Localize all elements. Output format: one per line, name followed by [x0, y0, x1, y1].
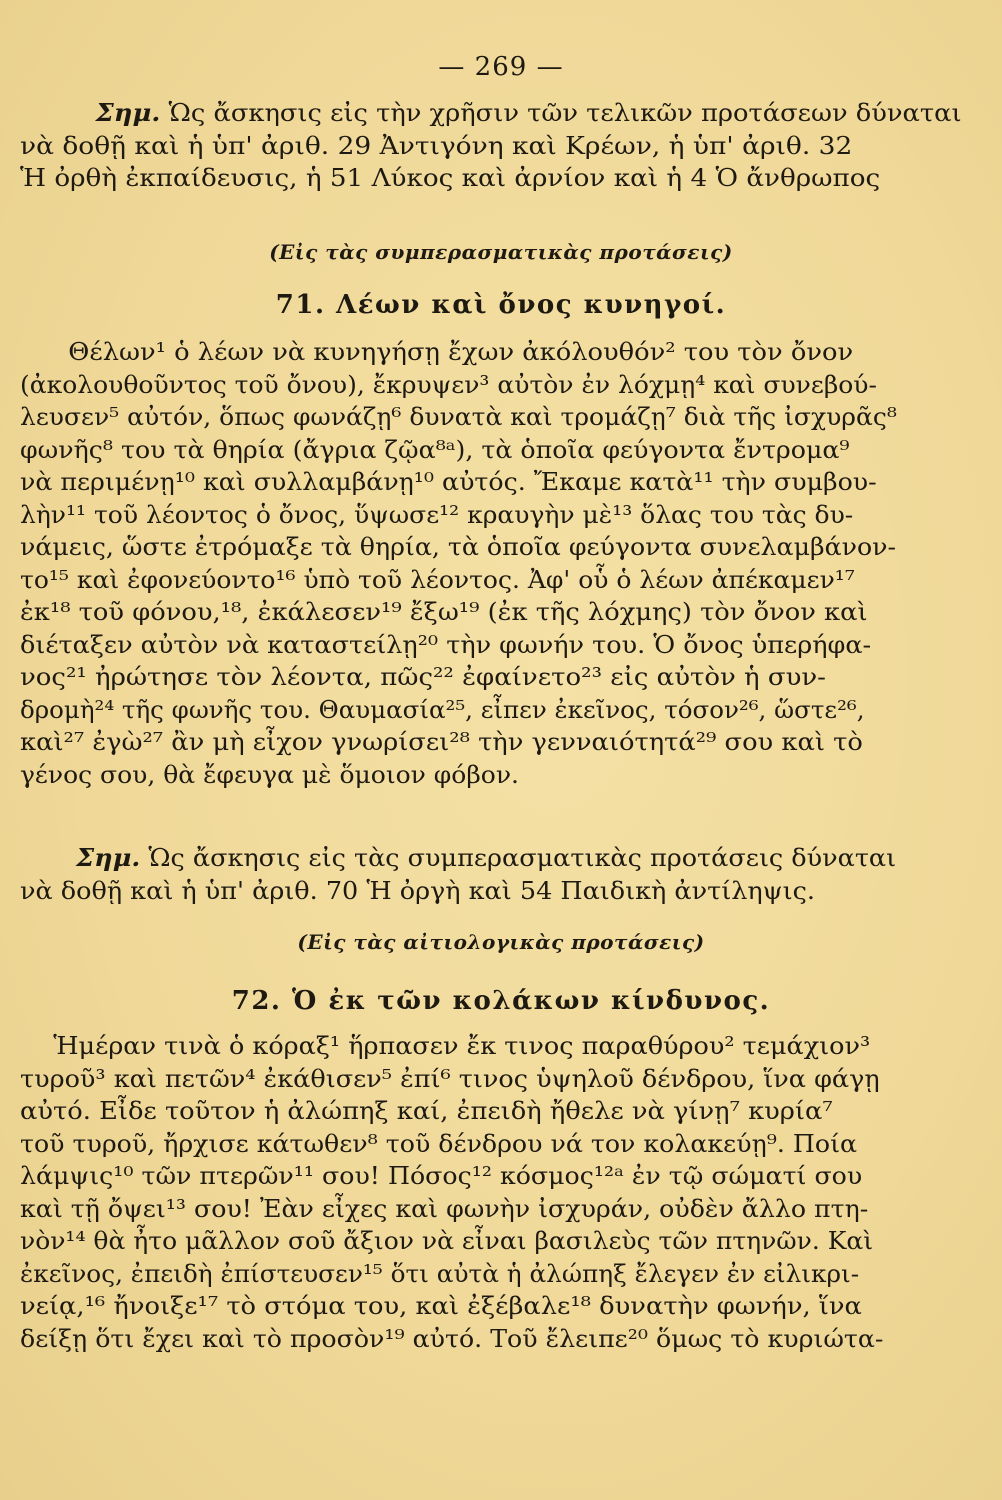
section-caption-causal-clauses: (Εἰς τὰς αἰτιολογικὰς προτάσεις) [297, 930, 705, 954]
story-line: (ἀκολουθοῦντος τοῦ ὄνου), ἔκρυψεν³ αὐτὸν ἐν λόχμῃ⁴ καὶ συνεβού- [20, 369, 877, 399]
story-line: λὴν¹¹ τοῦ λέοντος ὁ ὄνος, ὕψωσε¹² κραυγὴν μὲ¹³ ὅλας του τὰς δυ- [20, 499, 854, 529]
note-text: Ὡς ἄσκησις εἰς τὰς συμπερασματικὰς προτάσεις δύναται [148, 843, 897, 872]
note-line: νὰ δοθῇ καὶ ἡ ὑπ' ἀριθ. 29 Ἀντιγόνη καὶ Κρέων, ἡ ὑπ' ἀριθ. 32 [20, 130, 853, 160]
page-number: — 269 — [438, 52, 564, 82]
story-line: ἐκεῖνος, ἐπειδὴ ἐπίστευσεν¹⁵ ὅτι αὐτὰ ἡ ἀλώπηξ ἔλεγεν ἐν εἰλικρι- [20, 1258, 860, 1288]
section-caption-result-clauses: (Εἰς τὰς συμπερασματικὰς προτάσεις) [269, 240, 733, 264]
story-line: τοῦ τυροῦ, ἤρχισε κάτωθεν⁸ τοῦ δένδρου νά τον κολακεύῃ⁹. Ποία [20, 1128, 858, 1158]
story-line: Ἡμέραν τινὰ ὁ κόραξ¹ ἥρπασεν ἔκ τινος παραθύρου² τεμάχιον³ [53, 1031, 871, 1060]
story-line: διέταξεν αὐτὸν νὰ καταστείλῃ²⁰ τὴν φωνήν του. Ὁ ὄνος ὑπερήφα- [20, 629, 872, 659]
story-line: καὶ²⁷ ἐγὼ²⁷ ἂν μὴ εἶχον γνωρίσει²⁸ τὴν γενναιότητά²⁹ σου καὶ τὸ [20, 727, 863, 756]
note-exercise-result-clauses [20, 842, 897, 907]
note-line: Ἡ ὀρθὴ ἐκπαίδευσις, ἡ 51 Λύκος καὶ ἀρνίον καὶ ἡ 4 Ὁ ἄνθρωπος [20, 163, 881, 192]
note-line [20, 842, 914, 875]
story-line: καὶ τῇ ὄψει¹³ σου! Ἐὰν εἶχες καὶ φωνὴν ἰσχυράν, οὐδὲν ἄλλο πτη- [20, 1193, 869, 1223]
story-71-body [20, 336, 897, 791]
note-exercise-final-clauses [20, 97, 962, 195]
story-line: λευσεν⁵ αὐτόν, ὅπως φωνάζῃ⁶ δυνατὰ καὶ τρομάζῃ⁷ διὰ τῆς ἰσχυρᾶς⁸ [20, 402, 897, 431]
story-line: τυροῦ³ καὶ πετῶν⁴ ἐκάθισεν⁵ ἐπί⁶ τινος ὑψηλοῦ δένδρου, ἵνα φάγῃ [20, 1063, 880, 1093]
note-line: νὰ δοθῇ καὶ ἡ ὑπ' ἀριθ. 70 Ἡ ὀργὴ καὶ 54 Παιδικὴ ἀντίληψις. [20, 875, 815, 905]
note-text: Ὡς ἄσκησις εἰς τὴν χρῆσιν τῶν τελικῶν προτάσεων δύναται [168, 98, 962, 127]
story-line: νὸν¹⁴ θὰ ἦτο μᾶλλον σοῦ ἄξιον νὰ εἶναι βασιλεὺς τῶν πτηνῶν. Καὶ [20, 1226, 874, 1255]
story-line: Θέλων¹ ὁ λέων νὰ κυνηγήσῃ ἔχων ἀκόλουθόν² του τὸν ὄνον [68, 337, 854, 366]
note-line [20, 97, 962, 130]
story-line: νείᾳ,¹⁶ ἤνοιξε¹⁷ τὸ στόμα του, καὶ ἐξέβαλε¹⁸ δυνατὴν φωνήν, ἵνα [20, 1291, 862, 1320]
story-line: νὰ περιμένῃ¹⁰ καὶ συλλαμβάνῃ¹⁰ αὐτός. Ἔκαμε κατὰ¹¹ τὴν συμβου- [20, 467, 877, 496]
story-line: το¹⁵ καὶ ἐφονεύοντο¹⁶ ὑπὸ τοῦ λέοντος. Ἀφ' οὗ ὁ λέων ἀπέκαμεν¹⁷ [20, 564, 855, 594]
story-line: νάμεις, ὥστε ἐτρόμαξε τὰ θηρία, τὰ ὁποῖα φεύγοντα συνελαμβάνον- [20, 532, 897, 561]
story-line: λάμψις¹⁰ τῶν πτερῶν¹¹ σου! Πόσος¹² κόσμος¹²ᵃ ἐν τῷ σώματί σου [20, 1161, 863, 1190]
story-line: νος²¹ ἠρώτησε τὸν λέοντα, πῶς²² ἐφαίνετο²³ εἰς αὐτὸν ἡ συν- [20, 662, 826, 691]
note-label: Σημ. [95, 98, 161, 127]
note-label: Σημ. [76, 843, 141, 872]
story-line: αὐτό. Εἶδε τοῦτον ἡ ἀλώπηξ καί, ἐπειδὴ ἤθελε νὰ γίνῃ⁷ κυρία⁷ [20, 1096, 833, 1125]
story-line: δείξῃ ὅτι ἔχει καὶ τὸ προσὸν¹⁹ αὐτό. Τοῦ ἔλειπε²⁰ ὅμως τὸ κυριώτα- [20, 1323, 884, 1353]
story-line: δρομὴ²⁴ τῆς φωνῆς του. Θαυμασία²⁵, εἶπεν ἐκεῖνος, τόσον²⁶, ὥστε²⁶, [20, 694, 865, 724]
story-title-71: 71. Λέων καὶ ὄνος κυνηγοί. [275, 290, 727, 320]
story-title-72: 72. Ὁ ἐκ τῶν κολάκων κίνδυνος. [231, 986, 771, 1016]
story-72-body [20, 1030, 884, 1355]
story-line: φωνῆς⁸ του τὰ θηρία (ἄγρια ζῷα⁸ᵃ), τὰ ὁποῖα φεύγοντα ἔντρομα⁹ [20, 434, 850, 464]
story-line: γένος σου, θὰ ἔφευγα μὲ ὅμοιον φόβον. [20, 759, 519, 789]
story-line: ἐκ¹⁸ τοῦ φόνου,¹⁸, ἐκάλεσεν¹⁹ ἔξω¹⁹ (ἐκ τῆς λόχμης) τὸν ὄνον καὶ [20, 597, 868, 626]
